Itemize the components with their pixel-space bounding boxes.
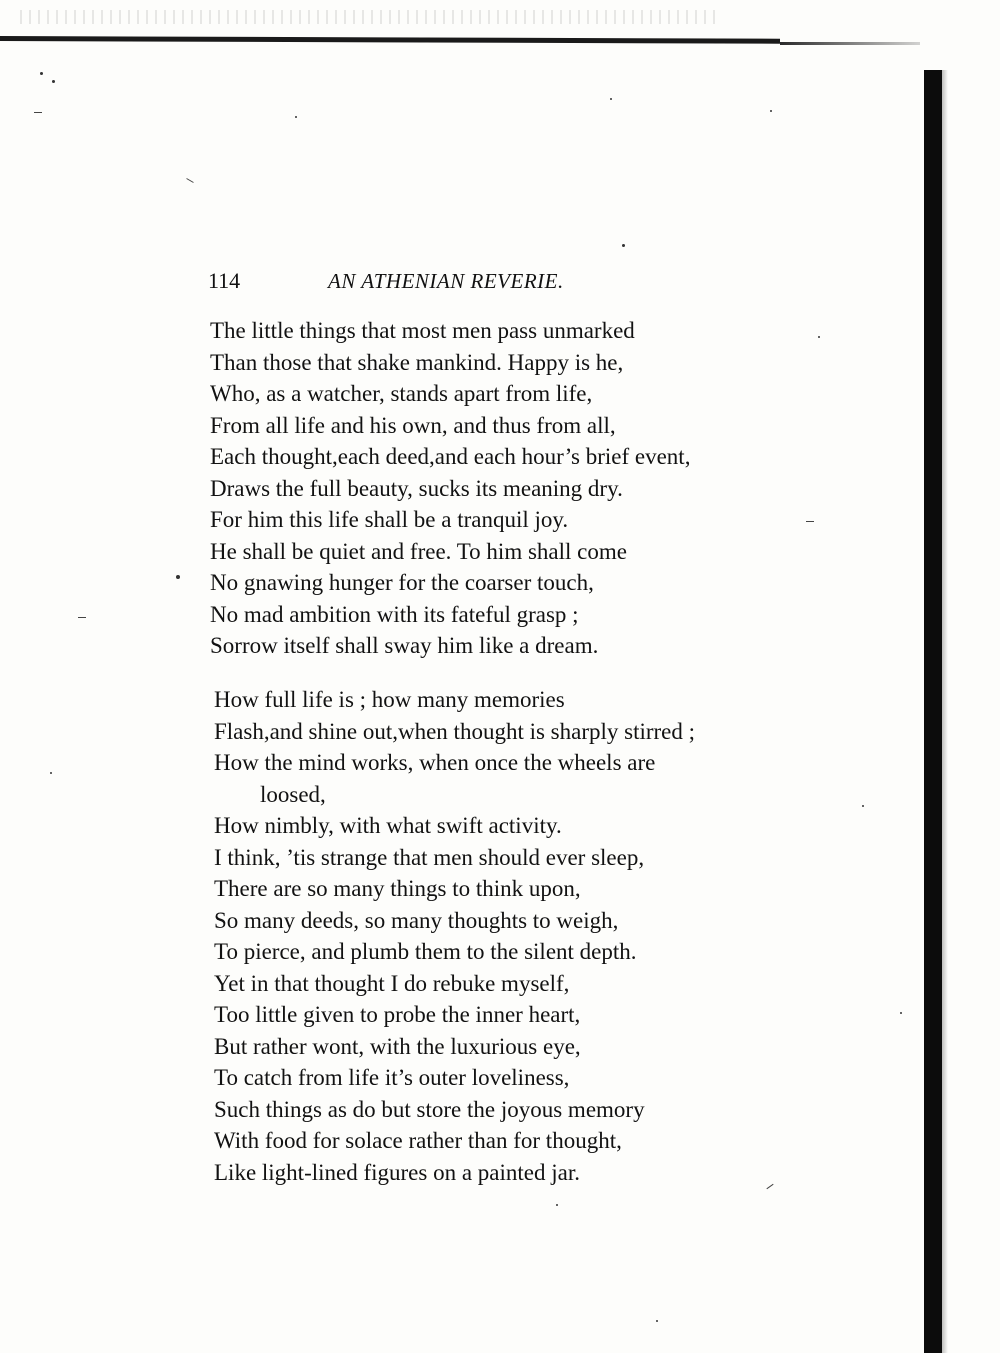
scan-speck <box>40 72 43 75</box>
scan-speck <box>556 1204 558 1206</box>
poem-line: Flash,and shine out,when thought is sharply stirred ; <box>214 718 696 744</box>
poem-line: The little things that most men pass unmarked <box>210 318 635 343</box>
poem-line: Draws the full beauty, sucks its meaning dry. <box>210 475 623 501</box>
page-edge-shadow <box>942 70 948 1353</box>
scan-speck <box>176 575 180 579</box>
scan-speck <box>186 178 193 183</box>
poem-line-continuation: loosed, <box>260 781 326 807</box>
poem-line: Than those that shake mankind. Happy is he, <box>210 349 624 375</box>
poem-stanza-1 <box>210 315 690 662</box>
running-title: AN ATHENIAN REVERIE. <box>328 269 564 293</box>
scan-speck <box>52 80 55 83</box>
poem-line: But rather wont, with the luxurious eye, <box>214 1033 581 1059</box>
poem-line: With food for solace rather than for thought, <box>214 1128 622 1153</box>
scan-speck <box>900 1012 902 1014</box>
poem-stanza-2 <box>214 684 695 1188</box>
poem-line: Such things as do but store the joyous memory <box>214 1096 645 1122</box>
poem-line: To pierce, and plumb them to the silent depth. <box>214 939 637 964</box>
page-edge-bar <box>924 70 942 1353</box>
poem-line: Who, as a watcher, stands apart from life, <box>210 381 593 406</box>
poem-line: Like light-lined figures on a painted jar. <box>214 1159 580 1185</box>
scan-speck <box>766 1184 773 1189</box>
scan-speck <box>656 1320 658 1322</box>
scan-speck <box>622 244 625 247</box>
poem-line: No mad ambition with its fateful grasp ; <box>210 601 579 627</box>
scan-speck <box>862 805 864 807</box>
poem-line: I think, ’tis strange that men should ever sleep, <box>214 844 645 870</box>
poem-line: How full life is ; how many memories <box>214 687 565 712</box>
page-number: 114 <box>208 268 241 293</box>
poem-line: Sorrow itself shall sway him like a dream. <box>210 633 599 658</box>
poem-line: There are so many things to think upon, <box>214 876 581 901</box>
poem-line: To catch from life it’s outer loveliness, <box>214 1065 570 1090</box>
scan-speck <box>770 110 772 112</box>
poem-line: So many deeds, so many thoughts to weigh, <box>214 907 619 933</box>
scan-speck <box>34 112 42 113</box>
scan-speck <box>295 116 297 118</box>
poem-line: No gnawing hunger for the coarser touch, <box>210 570 594 595</box>
poem-line: Yet in that thought I do rebuke myself, <box>214 970 570 996</box>
poem-line: He shall be quiet and free. To him shall come <box>210 538 627 564</box>
scan-speck <box>806 521 814 522</box>
top-scan-rule <box>0 36 780 44</box>
scan-speck <box>818 336 820 338</box>
running-header <box>208 266 668 296</box>
scan-speck <box>610 98 612 100</box>
poem-line: From all life and his own, and thus from all, <box>210 412 616 438</box>
top-scan-rule-fade <box>780 42 920 45</box>
poem-line: How nimbly, with what swift activity. <box>214 813 562 838</box>
poem-line: For him this life shall be a tranquil joy. <box>210 507 569 532</box>
scan-speck <box>50 772 52 774</box>
scan-speck <box>78 617 86 618</box>
poem-line: How the mind works, when once the wheels are <box>214 750 656 775</box>
scan-noise-top <box>20 10 720 24</box>
poem-line: Each thought,each deed,and each hour’s brief event, <box>210 444 691 469</box>
poem-line: Too little given to probe the inner heart, <box>214 1002 581 1027</box>
